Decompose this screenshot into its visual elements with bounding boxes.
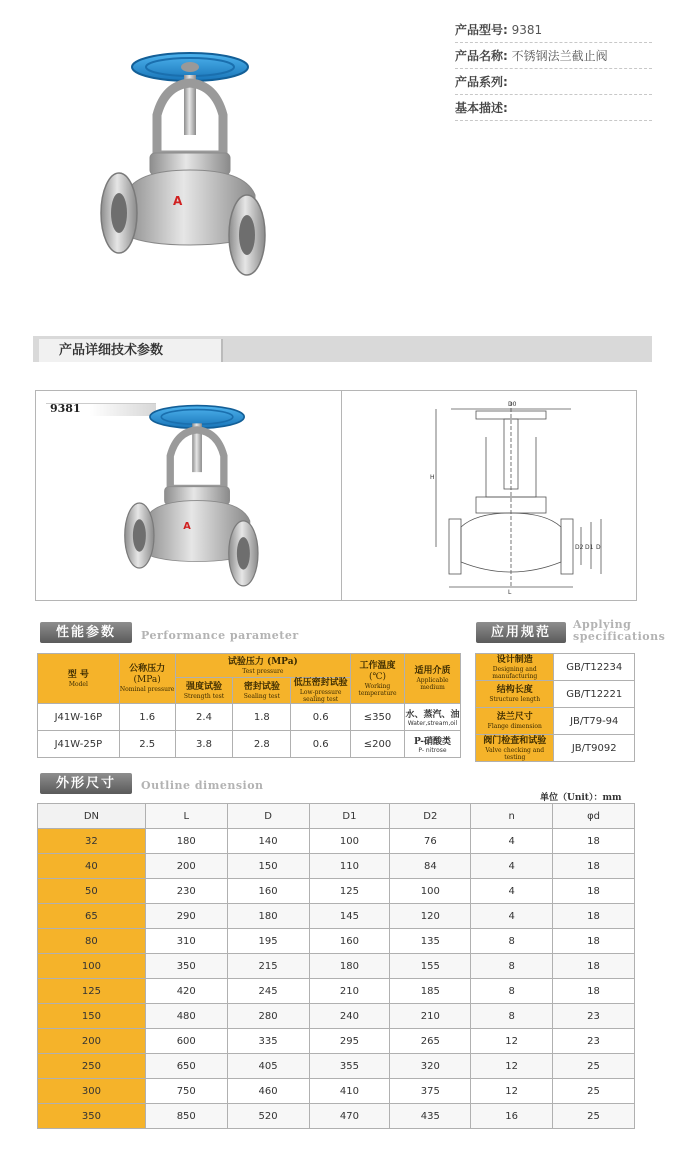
outline-cell-dn: 32 bbox=[38, 829, 146, 854]
perf-cell: 2.5 bbox=[119, 731, 175, 758]
model-value: 9381 bbox=[511, 23, 543, 37]
outline-cell: 350 bbox=[145, 954, 227, 979]
outline-cell: 18 bbox=[553, 929, 635, 954]
app-value: JB/T79-94 bbox=[554, 708, 635, 735]
outline-head-dn: DN bbox=[38, 804, 146, 829]
outline-cell: 145 bbox=[309, 904, 390, 929]
table-row bbox=[476, 654, 635, 681]
app-value: GB/T12221 bbox=[554, 681, 635, 708]
perf-medium-cn: P-硝酸类 bbox=[413, 737, 451, 747]
outline-cell-dn: 65 bbox=[38, 904, 146, 929]
perf-cell: ≤200 bbox=[351, 731, 405, 758]
outline-cell: 12 bbox=[471, 1054, 553, 1079]
outline-cell: 215 bbox=[227, 954, 309, 979]
outline-cell: 18 bbox=[553, 979, 635, 1004]
technical-drawing bbox=[416, 397, 616, 597]
table-row bbox=[38, 1054, 635, 1079]
perf-head-model-en: Model bbox=[68, 680, 88, 688]
outline-cell: 850 bbox=[145, 1104, 227, 1129]
drawing-label-d0: D0 bbox=[508, 401, 517, 408]
outline-cell: 100 bbox=[309, 829, 390, 854]
app-key-cn: 结构长度 bbox=[496, 685, 533, 695]
name-value: 不锈钢法兰截止阀 bbox=[511, 49, 608, 63]
outline-cell: 160 bbox=[227, 879, 309, 904]
outline-cell: 23 bbox=[553, 1004, 635, 1029]
applying-subtitle-2: specifications bbox=[573, 630, 666, 643]
outline-cell: 4 bbox=[471, 829, 553, 854]
outline-cell: 410 bbox=[309, 1079, 390, 1104]
perf-cell: 2.8 bbox=[233, 731, 291, 758]
outline-cell: 650 bbox=[145, 1054, 227, 1079]
perf-head-test-cn: 试验压力 (MPa) bbox=[227, 656, 298, 667]
picture-model-label: 9381 bbox=[50, 402, 81, 415]
outline-cell: 155 bbox=[390, 954, 471, 979]
perf-head-sealing-en: Sealing test bbox=[243, 692, 280, 700]
drawing-label-l: L bbox=[508, 589, 512, 596]
svg-text:A: A bbox=[183, 521, 191, 532]
outline-cell-dn: 350 bbox=[38, 1104, 146, 1129]
outline-cell: 320 bbox=[390, 1054, 471, 1079]
outline-cell: 295 bbox=[309, 1029, 390, 1054]
app-key-cn: 阀门检查和试验 bbox=[483, 735, 547, 746]
outline-cell: 4 bbox=[471, 854, 553, 879]
outline-cell: 520 bbox=[227, 1104, 309, 1129]
outline-cell: 265 bbox=[390, 1029, 471, 1054]
app-key-en: Structure length bbox=[489, 696, 541, 703]
table-row bbox=[38, 1029, 635, 1054]
outline-cell: 460 bbox=[227, 1079, 309, 1104]
outline-cell: 76 bbox=[390, 829, 471, 854]
perf-head-low-en: Low-pressure sealing test bbox=[299, 689, 342, 703]
outline-cell: 18 bbox=[553, 854, 635, 879]
outline-cell: 100 bbox=[390, 879, 471, 904]
outline-header-row bbox=[38, 804, 635, 829]
table-row bbox=[38, 854, 635, 879]
outline-cell: 16 bbox=[471, 1104, 553, 1129]
outline-cell: 245 bbox=[227, 979, 309, 1004]
outline-cell: 18 bbox=[553, 829, 635, 854]
outline-head-d: D bbox=[227, 804, 309, 829]
outline-cell: 280 bbox=[227, 1004, 309, 1029]
applying-table bbox=[475, 653, 635, 762]
outline-cell: 210 bbox=[309, 979, 390, 1004]
table-row bbox=[476, 708, 635, 735]
series-label: 产品系列: bbox=[455, 75, 508, 89]
outline-cell: 355 bbox=[309, 1054, 390, 1079]
info-model bbox=[455, 17, 652, 43]
perf-cell: 0.6 bbox=[291, 704, 351, 731]
perf-medium-cn: 水、蒸汽、油 bbox=[405, 710, 460, 720]
perf-cell-medium bbox=[404, 704, 460, 731]
app-key-cn: 法兰尺寸 bbox=[496, 712, 533, 722]
outline-cell: 23 bbox=[553, 1029, 635, 1054]
svg-text:A: A bbox=[173, 194, 183, 208]
perf-cell: 0.6 bbox=[291, 731, 351, 758]
app-value: GB/T12234 bbox=[554, 654, 635, 681]
outline-cell: 8 bbox=[471, 979, 553, 1004]
outline-cell: 18 bbox=[553, 904, 635, 929]
name-label: 产品名称: bbox=[455, 49, 508, 63]
perf-cell: 1.6 bbox=[119, 704, 175, 731]
outline-cell: 210 bbox=[390, 1004, 471, 1029]
perf-head-strength-en: Strength test bbox=[183, 692, 225, 700]
outline-cell: 8 bbox=[471, 929, 553, 954]
perf-head-model-cn: 型 号 bbox=[67, 669, 89, 680]
app-value: JB/T9092 bbox=[554, 735, 635, 762]
outline-cell: 25 bbox=[553, 1079, 635, 1104]
outline-cell: 120 bbox=[390, 904, 471, 929]
outline-cell: 435 bbox=[390, 1104, 471, 1129]
outline-head-d1: D1 bbox=[309, 804, 390, 829]
drawing-label-d2: D2 bbox=[575, 544, 584, 551]
perf-medium-en: P- nitrose bbox=[418, 747, 447, 754]
table-row bbox=[38, 954, 635, 979]
outline-cell: 125 bbox=[309, 879, 390, 904]
outline-cell: 750 bbox=[145, 1079, 227, 1104]
info-description bbox=[455, 95, 652, 121]
perf-head-low-cn: 低压密封试验 bbox=[293, 678, 348, 688]
outline-cell: 230 bbox=[145, 879, 227, 904]
picture-divider bbox=[341, 391, 342, 600]
performance-table bbox=[37, 653, 461, 758]
perf-medium-en: Water,stream,oil bbox=[407, 720, 458, 727]
outline-head-n: n bbox=[471, 804, 553, 829]
info-name bbox=[455, 43, 652, 69]
outline-title: 外形尺寸 bbox=[40, 773, 132, 794]
outline-head-phid: φd bbox=[553, 804, 635, 829]
applying-subtitle bbox=[573, 619, 665, 643]
outline-cell: 375 bbox=[390, 1079, 471, 1104]
outline-cell-dn: 125 bbox=[38, 979, 146, 1004]
applying-title: 应用规范 bbox=[476, 622, 566, 643]
outline-head-l: L bbox=[145, 804, 227, 829]
perf-head-test-en: Test pressure bbox=[242, 667, 284, 675]
table-row bbox=[476, 681, 635, 708]
outline-cell: 310 bbox=[145, 929, 227, 954]
perf-head-medium-en: Applicable medium bbox=[416, 677, 449, 691]
picture-box bbox=[35, 390, 637, 601]
outline-head-d2: D2 bbox=[390, 804, 471, 829]
table-row bbox=[476, 735, 635, 762]
outline-cell: 180 bbox=[309, 954, 390, 979]
drawing-label-d1: D1 bbox=[585, 544, 594, 551]
outline-cell-dn: 50 bbox=[38, 879, 146, 904]
drawing-label-h: H bbox=[430, 474, 435, 481]
perf-cell: 2.4 bbox=[175, 704, 233, 731]
performance-subtitle: Performance parameter bbox=[141, 629, 299, 642]
valve-photo-large bbox=[95, 45, 275, 285]
outline-cell: 4 bbox=[471, 904, 553, 929]
outline-cell: 290 bbox=[145, 904, 227, 929]
perf-head-np-cn: 公称压力 bbox=[129, 664, 166, 674]
outline-cell: 180 bbox=[145, 829, 227, 854]
outline-cell: 600 bbox=[145, 1029, 227, 1054]
outline-cell-dn: 80 bbox=[38, 929, 146, 954]
outline-cell: 18 bbox=[553, 954, 635, 979]
section-header bbox=[33, 336, 652, 362]
outline-cell: 12 bbox=[471, 1029, 553, 1054]
outline-cell: 4 bbox=[471, 879, 553, 904]
outline-cell: 150 bbox=[227, 854, 309, 879]
drawing-label-d: D bbox=[596, 544, 601, 551]
perf-head-temp-en: Working temperature bbox=[358, 682, 397, 697]
outline-cell: 18 bbox=[553, 879, 635, 904]
outline-cell: 25 bbox=[553, 1054, 635, 1079]
outline-cell: 8 bbox=[471, 954, 553, 979]
perf-cell: ≤350 bbox=[351, 704, 405, 731]
perf-head-np-unit: (MPa) bbox=[133, 675, 161, 685]
table-row bbox=[38, 829, 635, 854]
perf-head-strength-cn: 强度试验 bbox=[185, 681, 222, 692]
outline-cell-dn: 300 bbox=[38, 1079, 146, 1104]
perf-cell-medium bbox=[404, 731, 460, 758]
table-row bbox=[38, 731, 461, 758]
outline-unit: 单位（Unit）：mm bbox=[540, 793, 622, 803]
app-key-cn: 设计制造 bbox=[496, 654, 533, 665]
applying-subtitle-1: Applying bbox=[573, 618, 632, 631]
table-row bbox=[38, 704, 461, 731]
perf-head-temp-cn: 工作温度 bbox=[359, 660, 396, 671]
perf-head-sealing-cn: 密封试验 bbox=[243, 681, 280, 692]
perf-head-medium-cn: 适用介质 bbox=[414, 666, 451, 676]
outline-subtitle: Outline dimension bbox=[141, 779, 264, 792]
table-row bbox=[38, 929, 635, 954]
outline-cell: 12 bbox=[471, 1079, 553, 1104]
table-row bbox=[38, 904, 635, 929]
outline-cell: 405 bbox=[227, 1054, 309, 1079]
app-key-en: Flange dimension bbox=[487, 723, 542, 730]
valve-photo-small bbox=[118, 399, 268, 594]
perf-head-temp-unit: (℃) bbox=[368, 671, 387, 682]
outline-cell: 470 bbox=[309, 1104, 390, 1129]
table-row bbox=[38, 879, 635, 904]
table-row bbox=[38, 1004, 635, 1029]
app-key-en: Valve checking and testing bbox=[485, 746, 545, 761]
info-series bbox=[455, 69, 652, 95]
outline-cell: 25 bbox=[553, 1104, 635, 1129]
perf-cell: 3.8 bbox=[175, 731, 233, 758]
perf-head-np-en: Nominal pressure bbox=[119, 686, 175, 693]
outline-cell: 140 bbox=[227, 829, 309, 854]
performance-title: 性能参数 bbox=[40, 622, 132, 643]
outline-cell: 195 bbox=[227, 929, 309, 954]
outline-cell-dn: 100 bbox=[38, 954, 146, 979]
model-label: 产品型号: bbox=[455, 23, 508, 37]
outline-cell: 240 bbox=[309, 1004, 390, 1029]
perf-cell: J41W-25P bbox=[38, 731, 120, 758]
outline-cell: 8 bbox=[471, 1004, 553, 1029]
table-row bbox=[38, 1104, 635, 1129]
perf-cell: J41W-16P bbox=[38, 704, 120, 731]
outline-cell: 180 bbox=[227, 904, 309, 929]
section-title: 产品详细技术参数 bbox=[39, 339, 223, 362]
outline-cell-dn: 250 bbox=[38, 1054, 146, 1079]
outline-cell: 160 bbox=[309, 929, 390, 954]
outline-cell-dn: 150 bbox=[38, 1004, 146, 1029]
outline-cell: 420 bbox=[145, 979, 227, 1004]
description-label: 基本描述: bbox=[455, 101, 508, 115]
outline-table bbox=[37, 803, 635, 1129]
outline-cell: 135 bbox=[390, 929, 471, 954]
outline-cell: 84 bbox=[390, 854, 471, 879]
outline-cell: 335 bbox=[227, 1029, 309, 1054]
outline-cell: 185 bbox=[390, 979, 471, 1004]
outline-cell-dn: 40 bbox=[38, 854, 146, 879]
table-row bbox=[38, 1079, 635, 1104]
outline-cell: 480 bbox=[145, 1004, 227, 1029]
table-row bbox=[38, 979, 635, 1004]
outline-cell: 200 bbox=[145, 854, 227, 879]
outline-cell: 110 bbox=[309, 854, 390, 879]
perf-cell: 1.8 bbox=[233, 704, 291, 731]
app-key-en: Designing and manufacturing bbox=[492, 665, 538, 680]
outline-cell-dn: 200 bbox=[38, 1029, 146, 1054]
